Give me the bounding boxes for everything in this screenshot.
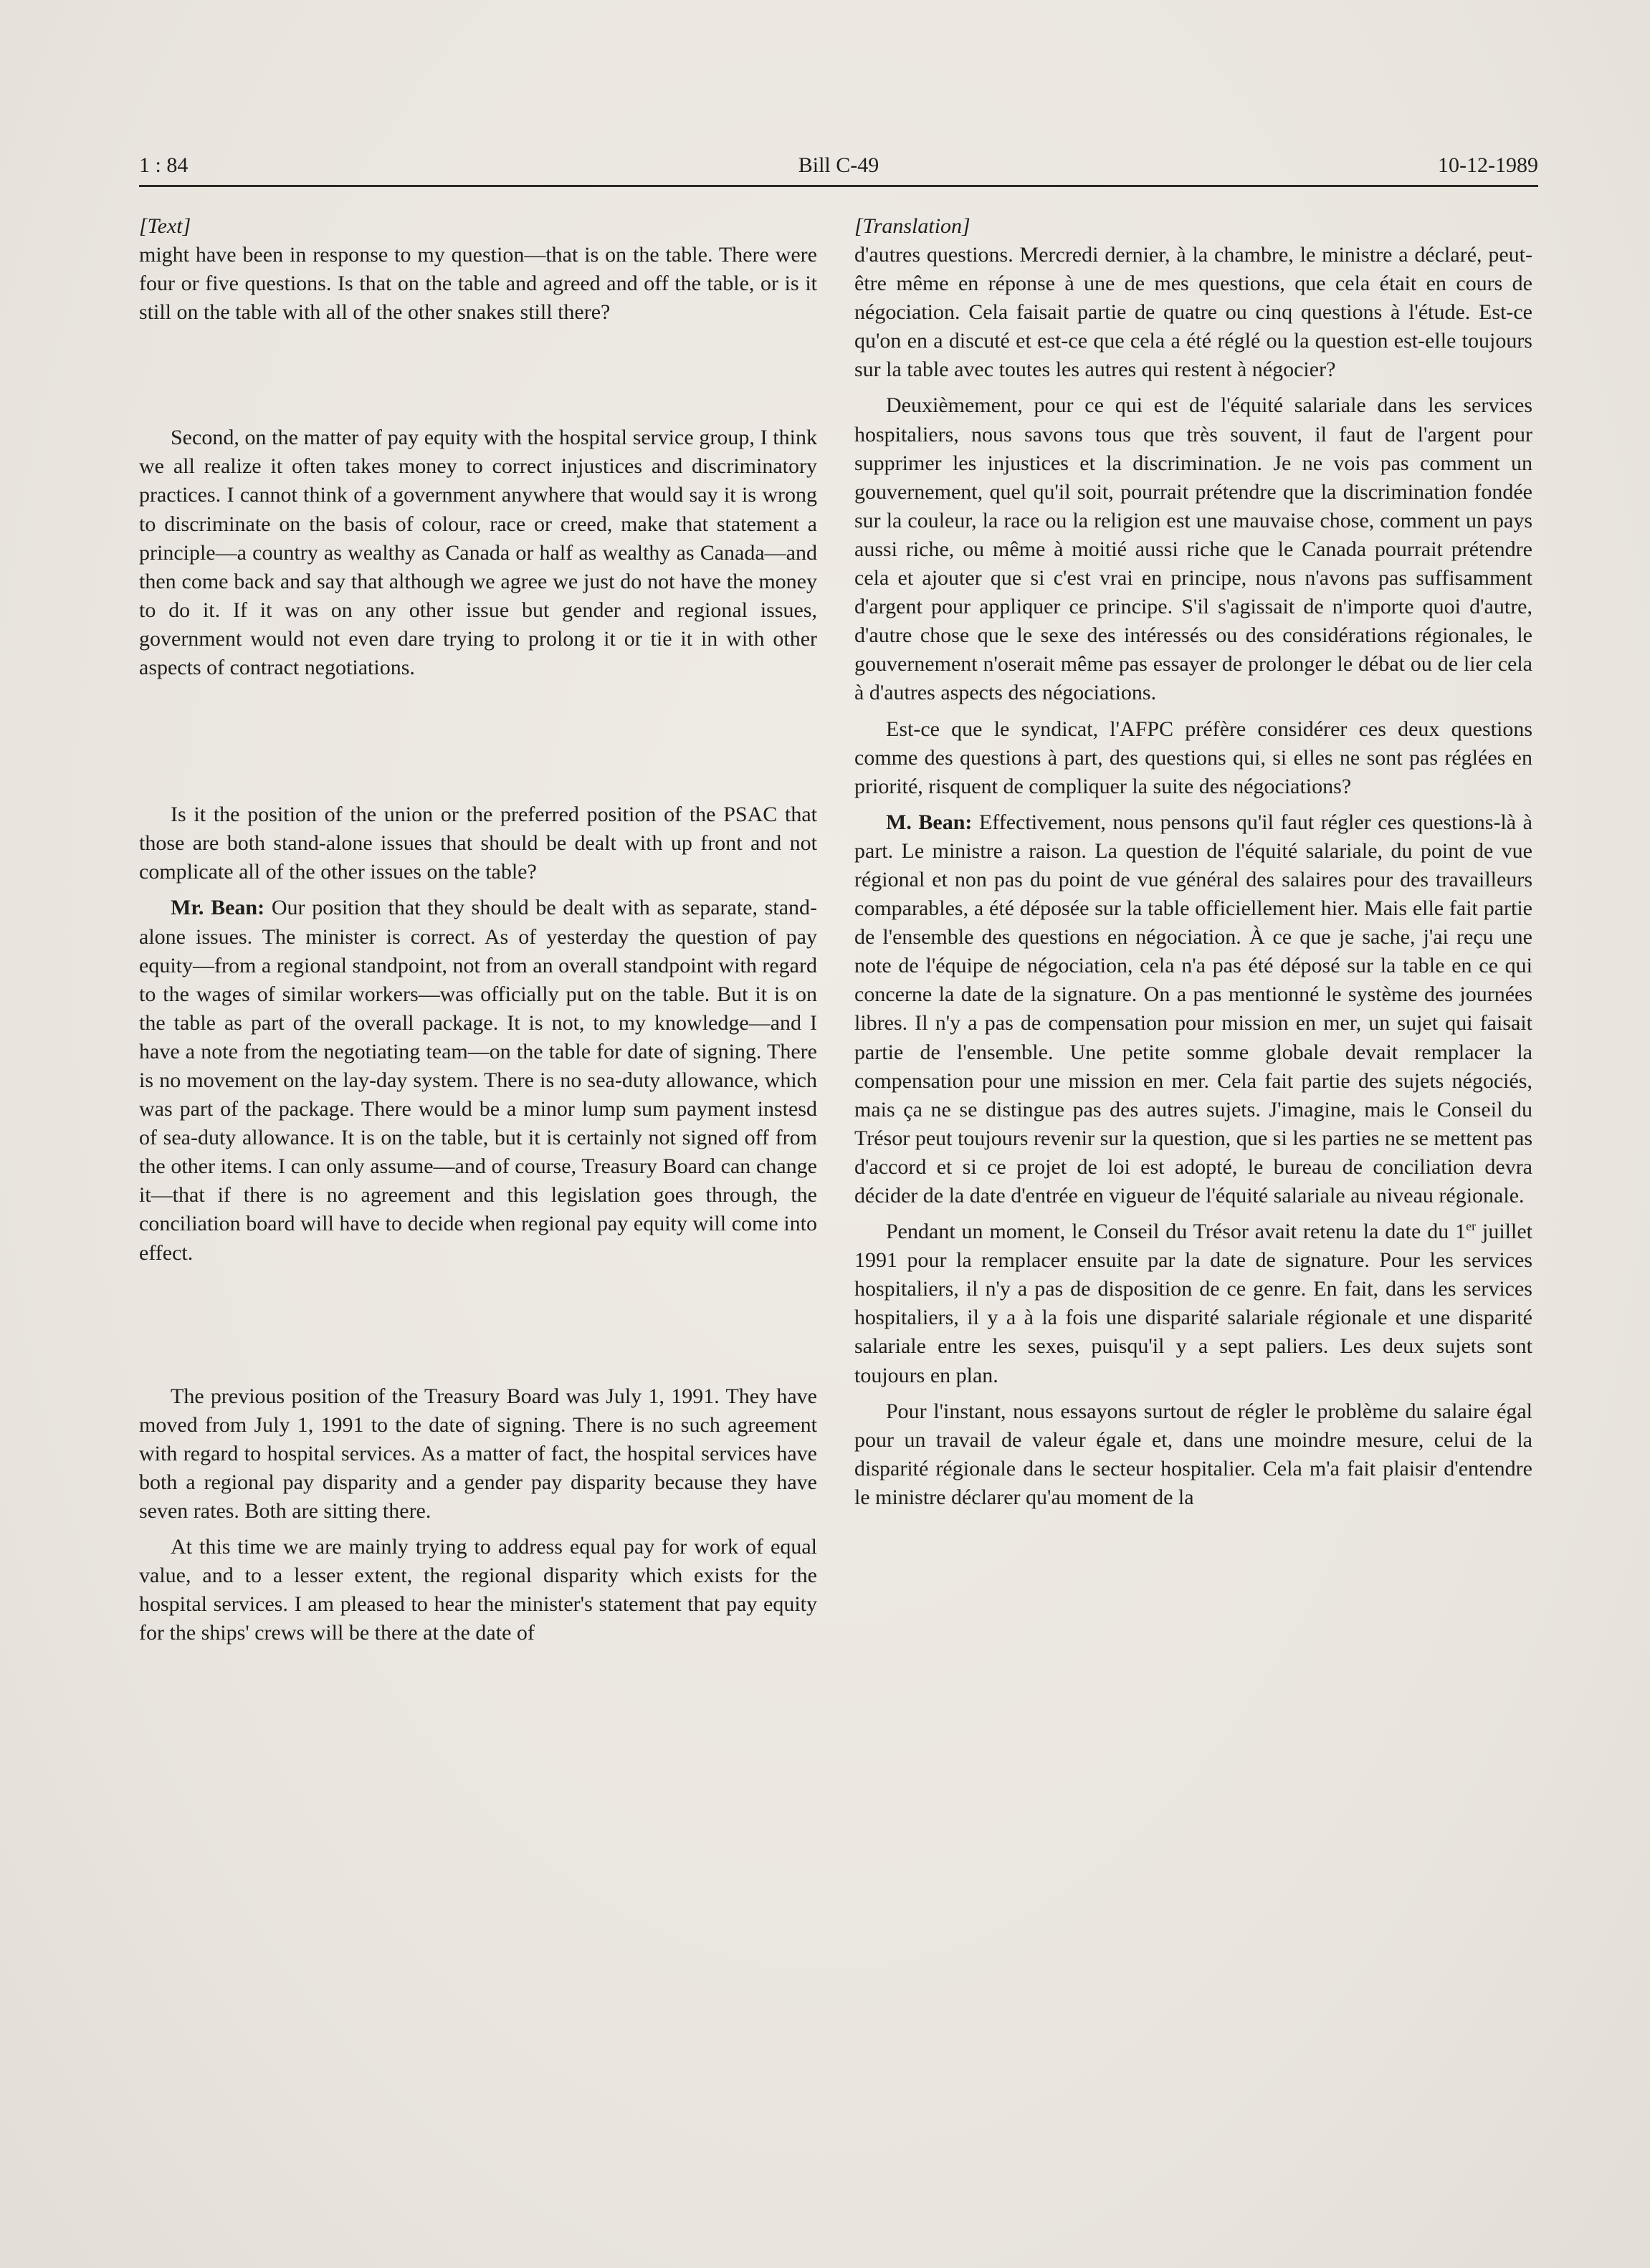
page-header — [139, 153, 1538, 182]
speaker-text: Our position that they should be dealt with as separate, stand-alone issues. The minister is correct. As of yesterday the question of pay equity—from a regional standpoint, not from an overall standpoint with regard to the wages of similar workers—was officially put on the table. But it is on the table as part of the overall package. It is not, to my knowledge—and I have a note from the negotiating team—on the table for date of signing. There is no movement on the lay-day system. There is no sea-duty allowance, which was part of the package. There would be a minor lump sum payment instesd of sea-duty allowance. It is on the table, but it is certainly not signed off from the other items. I can only assume—and of course, Treasury Board can change it—that if there is no agreement and this legislation goes through, the conciliation board will have to decide when regional pay equity will come into effect. — [139, 896, 818, 1265]
speaker-label: Mr. Bean: — [171, 896, 265, 920]
paragraph-fr-6: Pour l'instant, nous essayons surtout de régler le problème du salaire égal pour un travail de valeur égale et, dans une moindre mesure, celui de la disparité régionale dans le secteur hospitalier. Cela m'a fait plaisir d'entendre le ministre déclarer qu'au moment de la — [854, 1399, 1532, 1509]
paragraph-en-5: The previous position of the Treasury Board was July 1, 1991. They have moved from July 1, 1991 to the date of signing. There is no such agreement with regard to hospital services. As a matter of fact, the hospital services have both a regional pay disparity and a gender pay disparity because they have seven rates. Both are sitting there. — [139, 1384, 817, 1523]
header-rule — [139, 185, 1538, 187]
paragraph-en-1: might have been in response to my question—that is on the table. There were four or five questions. Is that on the table and agreed and off the table, or is it still on the table with all of the other snakes still there? — [139, 243, 817, 325]
speaker-text-fr: Effectivement, nous pensons qu'il faut régler ces questions-là à part. Le ministre a raison. La question de l'équité salariale, du point de vue régional et non pas du point de vue général des salaires pour des travailleurs comparables, a été déposée sur la table officiellement hier. Mais elle fait partie de l'ensemble des questions en négociation. À ce que je sache, j'ai reçu une note de l'équipe de négociation, cela n'a pas été déposé sur la table en ce qui concerne la date de la signature. On a pas mentionné le système des journées libres. Il n'y a pas de compensation pour mission en mer, un sujet qui faisait partie de l'ensemble. Une petite somme globale devait remplacer la compensation pour une mission en mer. Cela fait partie des sujets négociés, mais ça ne se distingue pas des autres sujets. J'imagine, mais le Conseil du Trésor peut toujours revenir sur la question, que si les parties ne se mettent pas d'accord et si ce projet de loi est adopté, le bureau de conciliation devra décider de la date d'entrée en vigueur de l'équité salariale au niveau régionale. — [854, 810, 1532, 1207]
paragraph-fr-3: Est-ce que le syndicat, l'AFPC préfère considérer ces deux questions comme des questions à part, des questions qui, si elles ne sont pas réglées en priorité, risquent de compliquer la suite des négociations? — [854, 717, 1532, 798]
paragraph-en-6: At this time we are mainly trying to address equal pay for work of equal value, and to a lesser extent, the regional disparity which exists for the hospital services. I am pleased to hear the minister's statement that pay equity for the ships' crews will be there at the date of — [139, 1535, 817, 1645]
paragraph-fr-4 — [854, 808, 1532, 1210]
header-date: 10-12-1989 — [1438, 153, 1538, 177]
speaker-label-fr: M. Bean: — [886, 810, 973, 834]
page-number: 1 : 84 — [139, 153, 189, 177]
paragraph-fr-5 — [854, 1217, 1532, 1390]
paragraph-fr-5-part-b: juillet 1991 pour la remplacer ensuite par la date de signature. Pour les services hospitaliers, il n'y a pas de disposition de ce genre. En fait, dans les services hospitaliers, il y a à la fois une disparité salariale régionale et une disparité salariale entre les sexes, puisqu'il y a sept paliers. Les deux sujets sont toujours en plan. — [854, 1220, 1532, 1387]
paragraph-en-2: Second, on the matter of pay equity with the hospital service group, I think we all realize it often takes money to correct injustices and discriminatory practices. I cannot think of a government anywhere that would say it is wrong to discriminate on the basis of colour, race or creed, make that statement a principle—a country as wealthy as Canada or half as wealthy as Canada—and then come back and say that although we agree we just do not have the money to do it. If it was on any other issue but gender and regional issues, government would not even dare trying to prolong it or tie it in with other aspects of contract negotiations. — [139, 426, 817, 680]
paragraph-en-4 — [139, 894, 817, 1267]
paragraph-fr-5-part-a: Pendant un moment, le Conseil du Trésor avait retenu la date du 1 — [886, 1220, 1467, 1244]
column-tag-translation: [Translation] — [854, 214, 971, 238]
paragraph-fr-2: Deuxièmement, pour ce qui est de l'équité salariale dans les services hospitaliers, nous savons tous que très souvent, il faut de l'argent pour supprimer les injustices et la discrimination. Je ne vois pas comment un gouvernement, quel qu'il soit, pourrait prétendre que la discrimination fondée sur la couleur, la race ou la religion est une mauvaise chose, comment un pays aussi riche, ou même à moitié aussi riche que le Canada pourrait prétendre cela et ajouter que si c'est vrai en principe, nous n'avons pas suffisamment d'argent pour appliquer ce principe. S'il s'agissait de n'importe quoi d'autre, d'autre chose que le sexe des intéressés ou des considérations régionales, le gouvernement n'oserait même pas essayer de prolonger le débat ou de lier cela à d'autres aspects des négociations. — [854, 393, 1532, 705]
column-french — [854, 212, 1532, 1512]
superscript-er: er — [1466, 1219, 1477, 1234]
column-english — [139, 212, 817, 1647]
column-tag-text: [Text] — [139, 214, 191, 238]
paragraph-en-3: Is it the position of the union or the preferred position of the PSAC that those are both stand-alone issues that should be dealt with up front and not complicate all of the other issues on the table? — [139, 803, 817, 884]
header-title: Bill C-49 — [798, 153, 879, 177]
paragraph-fr-1: d'autres questions. Mercredi dernier, à la chambre, le ministre a déclaré, peut-être même en réponse à une de mes questions, que cela était en cours de négociation. Cela faisait partie de quatre ou cinq questions à l'étude. Est-ce qu'on en a discuté et est-ce que cela a été réglé ou la question est-elle toujours sur la table avec toutes les autres qui restent à négocier? — [854, 243, 1532, 382]
